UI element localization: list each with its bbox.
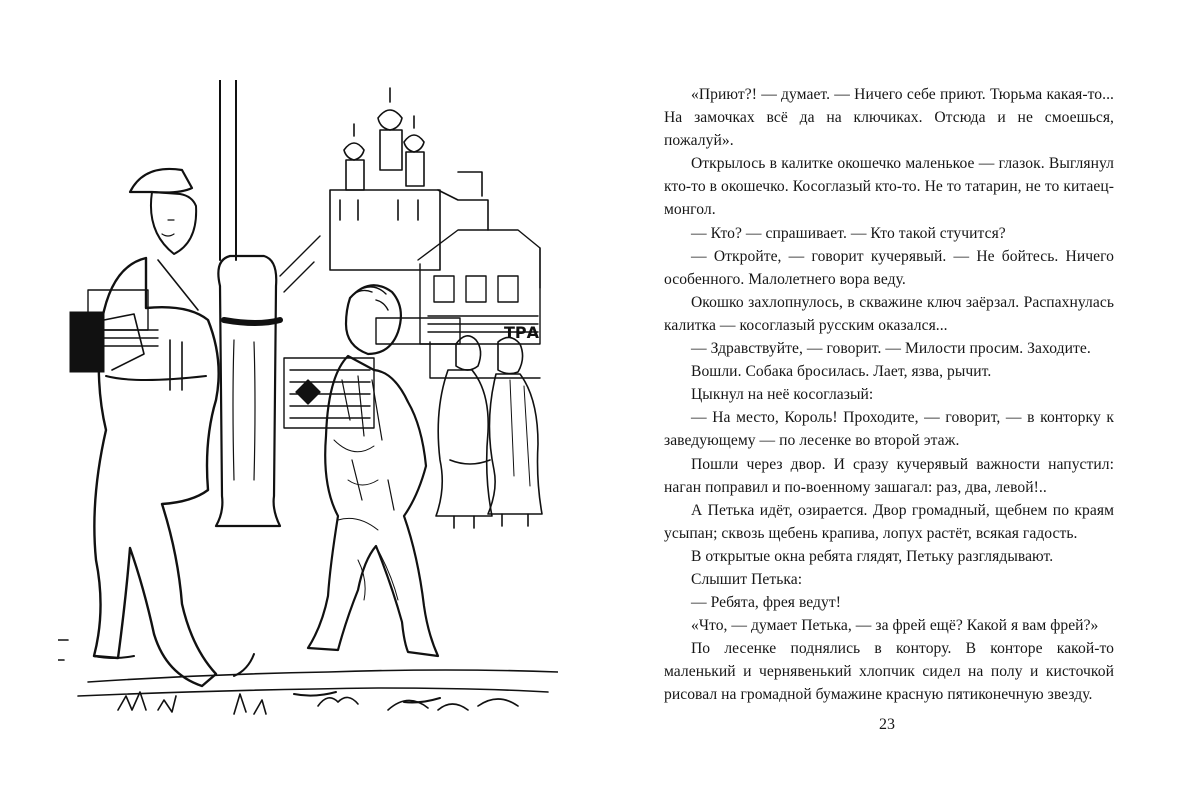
text-column — [664, 83, 1114, 707]
paragraph: Цыкнул на неё косоглазый: — [691, 386, 874, 404]
houses-drawing — [78, 230, 540, 428]
paragraph: Открылось в калитке окошечко маленькое — глазок. Выглянул кто-то в окошечко. Косоглазый кто-то. Не то татарин, не то китаец-монгол. — [664, 155, 1114, 219]
paragraph: А Петька идёт, озирается. Двор громадный, щебнем по краям усыпан; сквозь щебень крапива, лопух растёт, всякая гадость. — [664, 501, 1114, 542]
paragraph: В открытые окна ребята глядят, Петьку разглядывают. — [691, 547, 1054, 565]
paragraph: По лесенке поднялись в контору. В конторе какой-то маленький и чернявенький хлопчик сидел на полу и кисточкой рисовал на громадной бумажине красную пятиконечную звезду. — [664, 640, 1114, 704]
illustration-drawing — [58, 80, 558, 720]
illustration — [58, 80, 558, 720]
pole-drawing — [216, 80, 320, 526]
paragraph: — Откройте, — говорит кучерявый. — Не бойтесь. Ничего особенного. Малолетнего вора веду. — [664, 247, 1114, 288]
paragraph: Вошли. Собака бросилась. Лает, язва, рычит. — [691, 363, 992, 381]
ground-drawing — [58, 640, 558, 714]
paragraph: — Ребята, фрея ведут! — [691, 594, 841, 612]
shop-sign-text: ТРА — [504, 323, 540, 342]
paragraph: — Кто? — спрашивает. — Кто такой стучится? — [691, 224, 1006, 242]
man-in-uniform-drawing — [70, 169, 254, 686]
paragraph: — На место, Король! Проходите, — говорит, — в конторку к заведующему — по лесенке во второй этаж. — [664, 409, 1114, 450]
boy-drawing — [294, 285, 440, 702]
page-number: 23 — [879, 716, 895, 733]
paragraph: «Приют?! — думает. — Ничего себе приют. Тюрьма какая-то... На замочках всё да на ключиках. Отсюда и не смоешься, пожалуй». — [664, 86, 1114, 150]
paragraph: Пошли через двор. И сразу кучерявый важности напустил: наган поправил и по-военному зашагал: раз, два, левой!.. — [664, 455, 1114, 496]
paragraph: Слышит Петька: — [691, 570, 803, 588]
paragraph: — Здравствуйте, — говорит. — Милости просим. Заходите. — [691, 340, 1091, 358]
church-drawing — [330, 88, 488, 270]
women-figures-drawing — [436, 336, 542, 528]
paragraph: Окошко захлопнулось, в скважине ключ заёрзал. Распахнулась калитка — косоглазый русским оказался... — [664, 293, 1114, 334]
paragraph: «Что, — думает Петька, — за фрей ещё? Какой я вам фрей?» — [691, 617, 1099, 635]
